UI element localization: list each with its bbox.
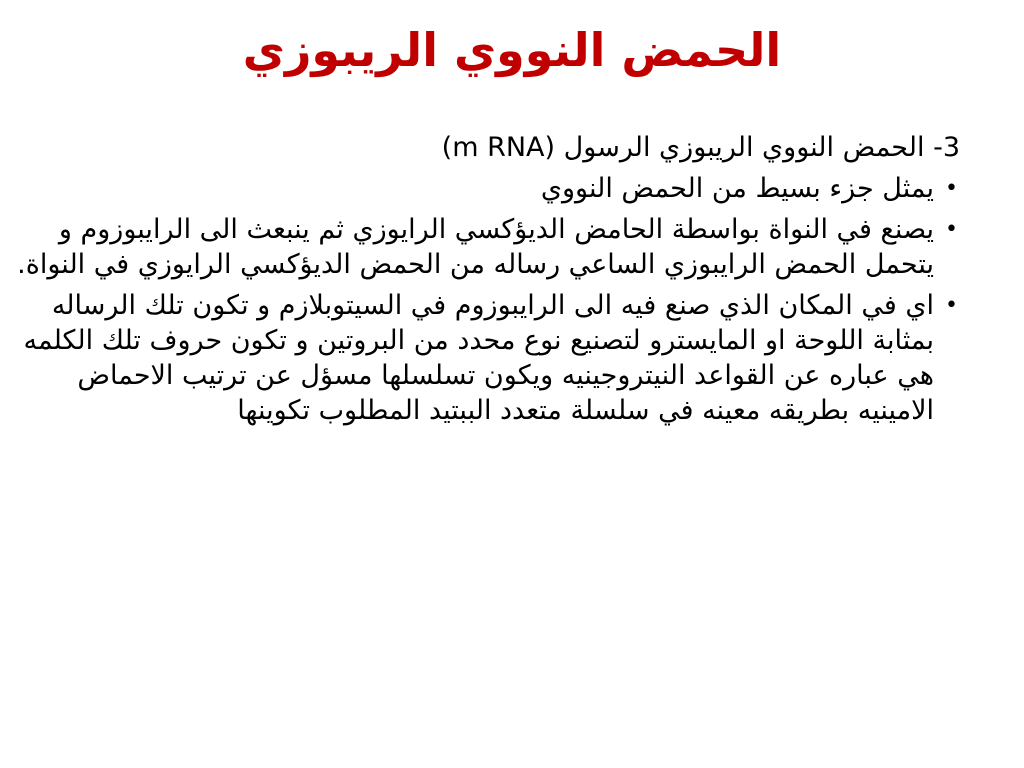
bullet-item [15,171,960,206]
section-number: 3- [933,132,960,163]
section-heading-text: الحمض النووي الريبوزي الرسول (m RNA) [441,132,925,163]
bullet-text: يمثل جزء بسيط من الحمض النووي [540,173,934,204]
slide-content [15,130,960,434]
slide-title: الحمض النووي الريبوزي [242,23,782,77]
section-heading [15,130,960,165]
bullet-text: اي في المكان الذي صنع فيه الى الرايبوزوم في السيتوبلازم و تكون تلك الرساله بمثابة اللوحة او المايسترو لتصنيع نوع محدد من البروتين و تكون حروف تلك الكلمه هي عباره عن القواعد النيتروجينيه ويكون تسلسلها مسؤل عن ترتيب الاحماض الامينيه بطريقه معينه في سلسلة متعدد الببتيد المطلوب تكوينها [23,290,934,426]
bullet-list [15,171,960,428]
bullet-item [15,212,960,282]
bullet-text: يصنع في النواة بواسطة الحامض الديؤكسي الرايوزي ثم ينبعث الى الرايبوزوم و يتحمل الحمض الرايبوزي الساعي رساله من الحمض الديؤكسي الرايوزي في النواة. [17,214,934,280]
bullet-icon: • [945,176,958,201]
bullet-icon: • [945,293,958,318]
bullet-item [15,288,960,428]
bullet-icon: • [945,217,958,242]
